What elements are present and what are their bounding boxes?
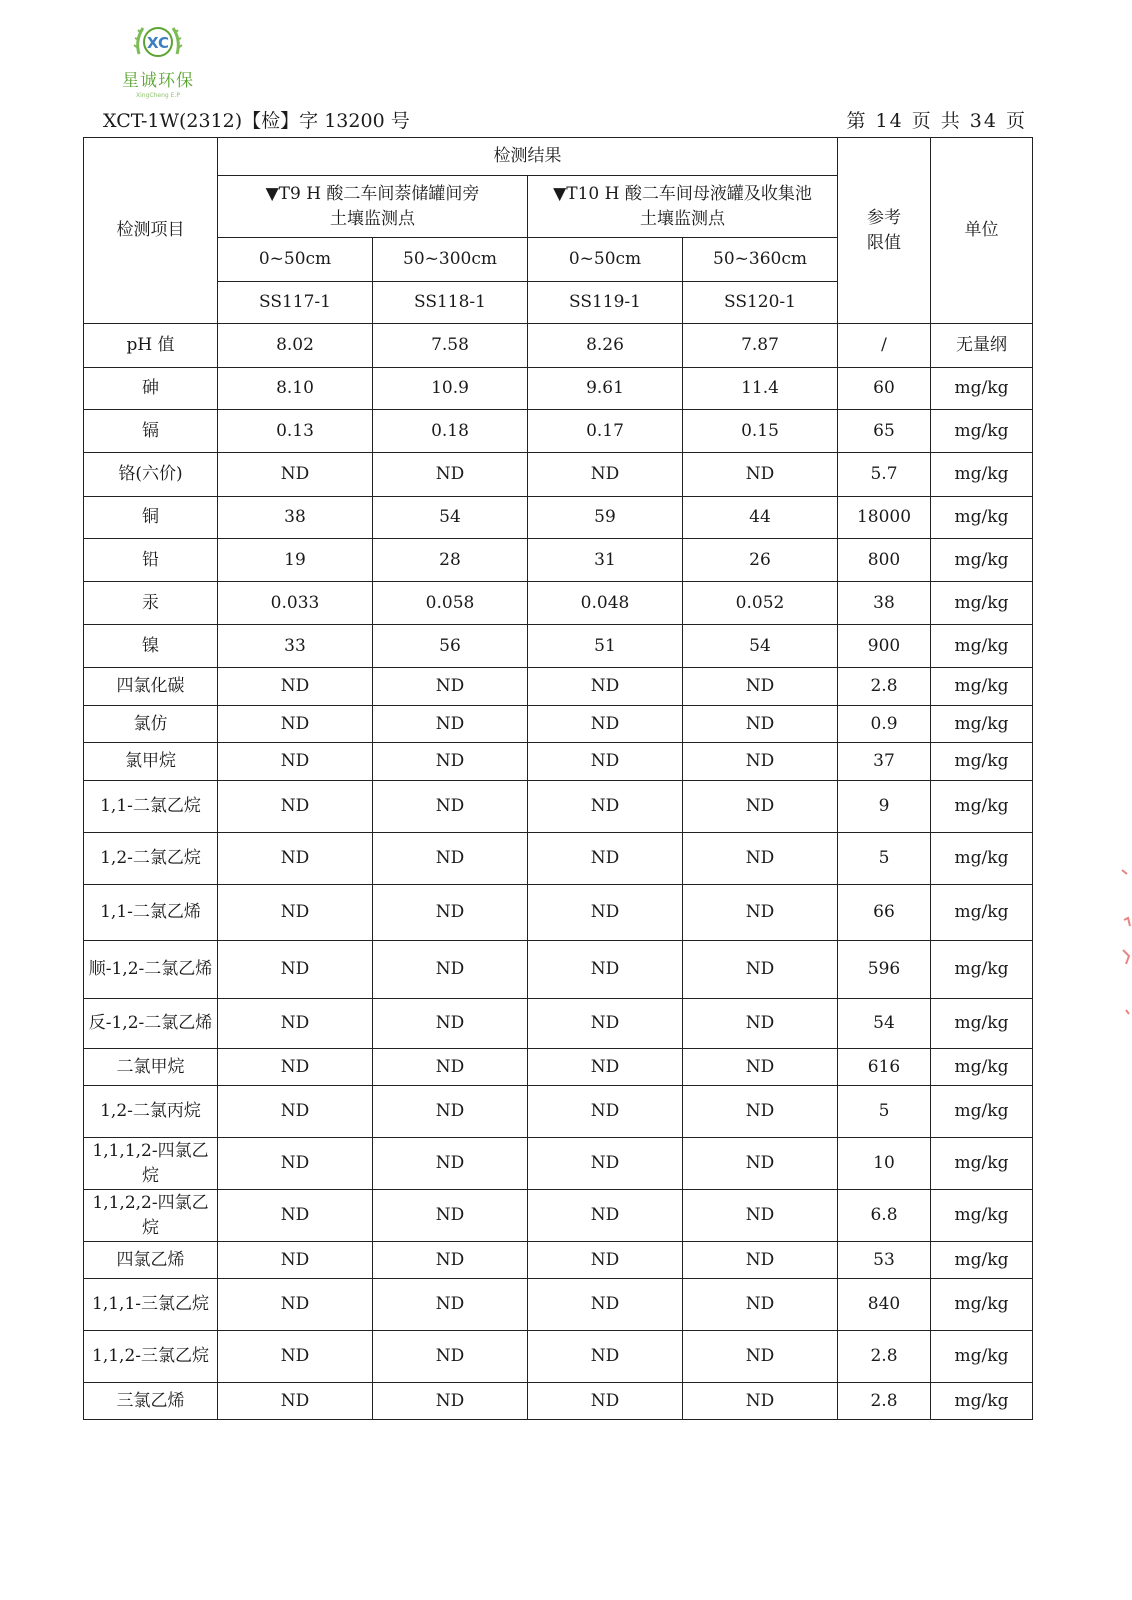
value-cell: ND: [373, 1331, 528, 1383]
table-row: [84, 410, 1033, 453]
table-row: [84, 368, 1033, 410]
table-row: [84, 1049, 1033, 1086]
table-row: [84, 497, 1033, 539]
limit-cell: 5: [838, 833, 931, 885]
value-cell: ND: [218, 941, 373, 999]
item-name-cell: 二氯甲烷: [84, 1049, 218, 1086]
col-header-limit: 参考限值: [838, 138, 931, 324]
unit-cell: mg/kg: [931, 453, 1033, 497]
item-name-cell: 反-1,2-二氯乙烯: [84, 999, 218, 1049]
value-cell: 26: [683, 539, 838, 582]
limit-cell: 65: [838, 410, 931, 453]
value-cell: ND: [683, 706, 838, 743]
value-cell: ND: [683, 781, 838, 833]
unit-cell: mg/kg: [931, 941, 1033, 999]
item-name-cell: 汞: [84, 582, 218, 625]
unit-cell: mg/kg: [931, 1190, 1033, 1242]
value-cell: ND: [218, 453, 373, 497]
value-cell: ND: [373, 706, 528, 743]
value-cell: ND: [683, 1242, 838, 1279]
item-name-cell: 1,1,2,2-四氯乙烷: [84, 1190, 218, 1242]
unit-cell: mg/kg: [931, 410, 1033, 453]
value-cell: ND: [683, 668, 838, 706]
value-cell: ND: [373, 885, 528, 941]
value-cell: 59: [528, 497, 683, 539]
table-row: [84, 743, 1033, 781]
value-cell: 56: [373, 625, 528, 668]
value-cell: ND: [528, 833, 683, 885]
header-row: [84, 138, 1033, 176]
value-cell: ND: [528, 668, 683, 706]
value-cell: ND: [528, 781, 683, 833]
sample-id-cell: SS117-1: [218, 282, 373, 324]
value-cell: ND: [373, 941, 528, 999]
item-name-cell: pH 值: [84, 324, 218, 368]
value-cell: 9.61: [528, 368, 683, 410]
value-cell: ND: [373, 1049, 528, 1086]
limit-cell: /: [838, 324, 931, 368]
value-cell: ND: [683, 1049, 838, 1086]
item-name-cell: 四氯化碳: [84, 668, 218, 706]
logo-emblem-icon: [133, 20, 183, 64]
value-cell: ND: [528, 1190, 683, 1242]
limit-cell: 2.8: [838, 1383, 931, 1420]
value-cell: ND: [528, 453, 683, 497]
sample-id-cell: SS118-1: [373, 282, 528, 324]
value-cell: ND: [528, 941, 683, 999]
value-cell: 8.02: [218, 324, 373, 368]
value-cell: ND: [528, 1331, 683, 1383]
item-name-cell: 1,2-二氯乙烷: [84, 833, 218, 885]
unit-cell: mg/kg: [931, 497, 1033, 539]
value-cell: ND: [683, 999, 838, 1049]
unit-cell: mg/kg: [931, 668, 1033, 706]
value-cell: ND: [373, 1242, 528, 1279]
value-cell: ND: [528, 1242, 683, 1279]
unit-cell: mg/kg: [931, 625, 1033, 668]
unit-cell: mg/kg: [931, 539, 1033, 582]
item-name-cell: 1,1,1,2-四氯乙烷: [84, 1138, 218, 1190]
table-row: [84, 539, 1033, 582]
value-cell: ND: [373, 833, 528, 885]
value-cell: ND: [373, 1279, 528, 1331]
col-header-item: 检测项目: [84, 138, 218, 324]
col-header-results: 检测结果: [218, 138, 838, 176]
page-indicator: 第 14 页 共 34 页: [846, 110, 1027, 132]
value-cell: ND: [528, 1138, 683, 1190]
value-cell: 0.052: [683, 582, 838, 625]
value-cell: ND: [683, 1279, 838, 1331]
value-cell: ND: [218, 1190, 373, 1242]
results-table-body: [84, 138, 1033, 1420]
depth-cell: 50~360cm: [683, 238, 838, 282]
item-name-cell: 铜: [84, 497, 218, 539]
value-cell: 0.15: [683, 410, 838, 453]
unit-cell: mg/kg: [931, 582, 1033, 625]
value-cell: ND: [218, 668, 373, 706]
table-row: [84, 1279, 1033, 1331]
unit-cell: 无量纲: [931, 324, 1033, 368]
unit-cell: mg/kg: [931, 1383, 1033, 1420]
limit-cell: 840: [838, 1279, 931, 1331]
value-cell: ND: [528, 743, 683, 781]
item-name-cell: 氯仿: [84, 706, 218, 743]
depth-cell: 0~50cm: [218, 238, 373, 282]
limit-cell: 2.8: [838, 668, 931, 706]
limit-cell: 900: [838, 625, 931, 668]
table-row: [84, 781, 1033, 833]
value-cell: ND: [218, 1279, 373, 1331]
unit-cell: mg/kg: [931, 781, 1033, 833]
value-cell: ND: [218, 743, 373, 781]
depth-cell: 0~50cm: [528, 238, 683, 282]
item-name-cell: 铅: [84, 539, 218, 582]
depth-cell: 50~300cm: [373, 238, 528, 282]
unit-cell: mg/kg: [931, 1138, 1033, 1190]
value-cell: 0.13: [218, 410, 373, 453]
item-name-cell: 1,1,1-三氯乙烷: [84, 1279, 218, 1331]
value-cell: ND: [683, 1138, 838, 1190]
value-cell: 0.058: [373, 582, 528, 625]
table-row: [84, 706, 1033, 743]
value-cell: ND: [373, 1086, 528, 1138]
sample-id-cell: SS119-1: [528, 282, 683, 324]
value-cell: ND: [683, 743, 838, 781]
value-cell: ND: [218, 781, 373, 833]
value-cell: ND: [373, 999, 528, 1049]
point-a-header: ▼T9 H 酸二车间萘储罐间旁 土壤监测点: [218, 176, 528, 238]
value-cell: 54: [683, 625, 838, 668]
point-b-header: ▼T10 H 酸二车间母液罐及收集池 土壤监测点: [528, 176, 838, 238]
table-row: [84, 833, 1033, 885]
table-row: [84, 1383, 1033, 1420]
table-row: [84, 999, 1033, 1049]
limit-cell: 54: [838, 999, 931, 1049]
value-cell: ND: [683, 1190, 838, 1242]
table-row: [84, 885, 1033, 941]
value-cell: 44: [683, 497, 838, 539]
limit-cell: 616: [838, 1049, 931, 1086]
value-cell: ND: [683, 1383, 838, 1420]
table-row: [84, 668, 1033, 706]
value-cell: ND: [373, 1138, 528, 1190]
limit-cell: 10: [838, 1138, 931, 1190]
value-cell: ND: [683, 453, 838, 497]
value-cell: ND: [528, 885, 683, 941]
value-cell: ND: [218, 885, 373, 941]
unit-cell: mg/kg: [931, 833, 1033, 885]
value-cell: ND: [218, 833, 373, 885]
table-row: [84, 1242, 1033, 1279]
value-cell: ND: [683, 1086, 838, 1138]
item-name-cell: 四氯乙烯: [84, 1242, 218, 1279]
value-cell: 11.4: [683, 368, 838, 410]
unit-cell: mg/kg: [931, 1086, 1033, 1138]
unit-cell: mg/kg: [931, 1049, 1033, 1086]
value-cell: 7.87: [683, 324, 838, 368]
value-cell: ND: [683, 885, 838, 941]
table-row: [84, 1331, 1033, 1383]
value-cell: 33: [218, 625, 373, 668]
logo-subtitle: XingCheng E.P: [136, 92, 180, 99]
value-cell: ND: [373, 743, 528, 781]
value-cell: ND: [218, 1242, 373, 1279]
value-cell: 0.18: [373, 410, 528, 453]
limit-cell: 53: [838, 1242, 931, 1279]
item-name-cell: 砷: [84, 368, 218, 410]
value-cell: 31: [528, 539, 683, 582]
value-cell: 8.26: [528, 324, 683, 368]
value-cell: ND: [683, 941, 838, 999]
value-cell: 0.048: [528, 582, 683, 625]
unit-cell: mg/kg: [931, 885, 1033, 941]
limit-cell: 0.9: [838, 706, 931, 743]
value-cell: ND: [528, 1086, 683, 1138]
value-cell: 19: [218, 539, 373, 582]
unit-cell: mg/kg: [931, 1279, 1033, 1331]
value-cell: 51: [528, 625, 683, 668]
limit-cell: 596: [838, 941, 931, 999]
value-cell: ND: [528, 1279, 683, 1331]
item-name-cell: 三氯乙烯: [84, 1383, 218, 1420]
value-cell: 38: [218, 497, 373, 539]
svg-text:XC: XC: [146, 34, 170, 52]
item-name-cell: 1,1-二氯乙烷: [84, 781, 218, 833]
item-name-cell: 镉: [84, 410, 218, 453]
report-number: XCT-1W(2312)【检】字 13200 号: [103, 110, 410, 132]
value-cell: ND: [373, 781, 528, 833]
limit-cell: 37: [838, 743, 931, 781]
value-cell: ND: [218, 1086, 373, 1138]
results-table: [83, 137, 1033, 1420]
unit-cell: mg/kg: [931, 743, 1033, 781]
value-cell: ND: [528, 706, 683, 743]
unit-cell: mg/kg: [931, 1242, 1033, 1279]
seal-stamp-edge: [1108, 860, 1132, 1060]
item-name-cell: 铬(六价): [84, 453, 218, 497]
item-name-cell: 1,1-二氯乙烯: [84, 885, 218, 941]
value-cell: ND: [218, 1138, 373, 1190]
limit-cell: 2.8: [838, 1331, 931, 1383]
value-cell: 8.10: [218, 368, 373, 410]
unit-cell: mg/kg: [931, 706, 1033, 743]
table-row: [84, 941, 1033, 999]
limit-cell: 66: [838, 885, 931, 941]
table-row: [84, 453, 1033, 497]
value-cell: ND: [373, 1383, 528, 1420]
value-cell: ND: [218, 706, 373, 743]
value-cell: ND: [218, 1331, 373, 1383]
value-cell: ND: [528, 1049, 683, 1086]
value-cell: ND: [683, 833, 838, 885]
value-cell: ND: [528, 999, 683, 1049]
value-cell: ND: [218, 1383, 373, 1420]
item-name-cell: 镍: [84, 625, 218, 668]
value-cell: ND: [373, 1190, 528, 1242]
value-cell: 7.58: [373, 324, 528, 368]
unit-cell: mg/kg: [931, 368, 1033, 410]
table-row: [84, 324, 1033, 368]
table-row: [84, 1138, 1033, 1190]
limit-cell: 5.7: [838, 453, 931, 497]
unit-cell: mg/kg: [931, 999, 1033, 1049]
table-row: [84, 625, 1033, 668]
limit-cell: 38: [838, 582, 931, 625]
item-name-cell: 1,1,2-三氯乙烷: [84, 1331, 218, 1383]
value-cell: 0.033: [218, 582, 373, 625]
limit-cell: 9: [838, 781, 931, 833]
table-row: [84, 1190, 1033, 1242]
unit-cell: mg/kg: [931, 1331, 1033, 1383]
value-cell: 0.17: [528, 410, 683, 453]
value-cell: 10.9: [373, 368, 528, 410]
value-cell: ND: [528, 1383, 683, 1420]
item-name-cell: 氯甲烷: [84, 743, 218, 781]
value-cell: ND: [218, 999, 373, 1049]
item-name-cell: 1,2-二氯丙烷: [84, 1086, 218, 1138]
col-header-unit: 单位: [931, 138, 1033, 324]
value-cell: ND: [373, 453, 528, 497]
company-logo: [108, 20, 208, 99]
limit-cell: 18000: [838, 497, 931, 539]
value-cell: ND: [218, 1049, 373, 1086]
limit-cell: 6.8: [838, 1190, 931, 1242]
item-name-cell: 顺-1,2-二氯乙烯: [84, 941, 218, 999]
value-cell: ND: [373, 668, 528, 706]
logo-name: 星诚环保: [122, 71, 194, 91]
limit-cell: 60: [838, 368, 931, 410]
value-cell: ND: [683, 1331, 838, 1383]
table-row: [84, 1086, 1033, 1138]
limit-cell: 800: [838, 539, 931, 582]
table-row: [84, 582, 1033, 625]
limit-cell: 5: [838, 1086, 931, 1138]
value-cell: 28: [373, 539, 528, 582]
value-cell: 54: [373, 497, 528, 539]
sample-id-cell: SS120-1: [683, 282, 838, 324]
